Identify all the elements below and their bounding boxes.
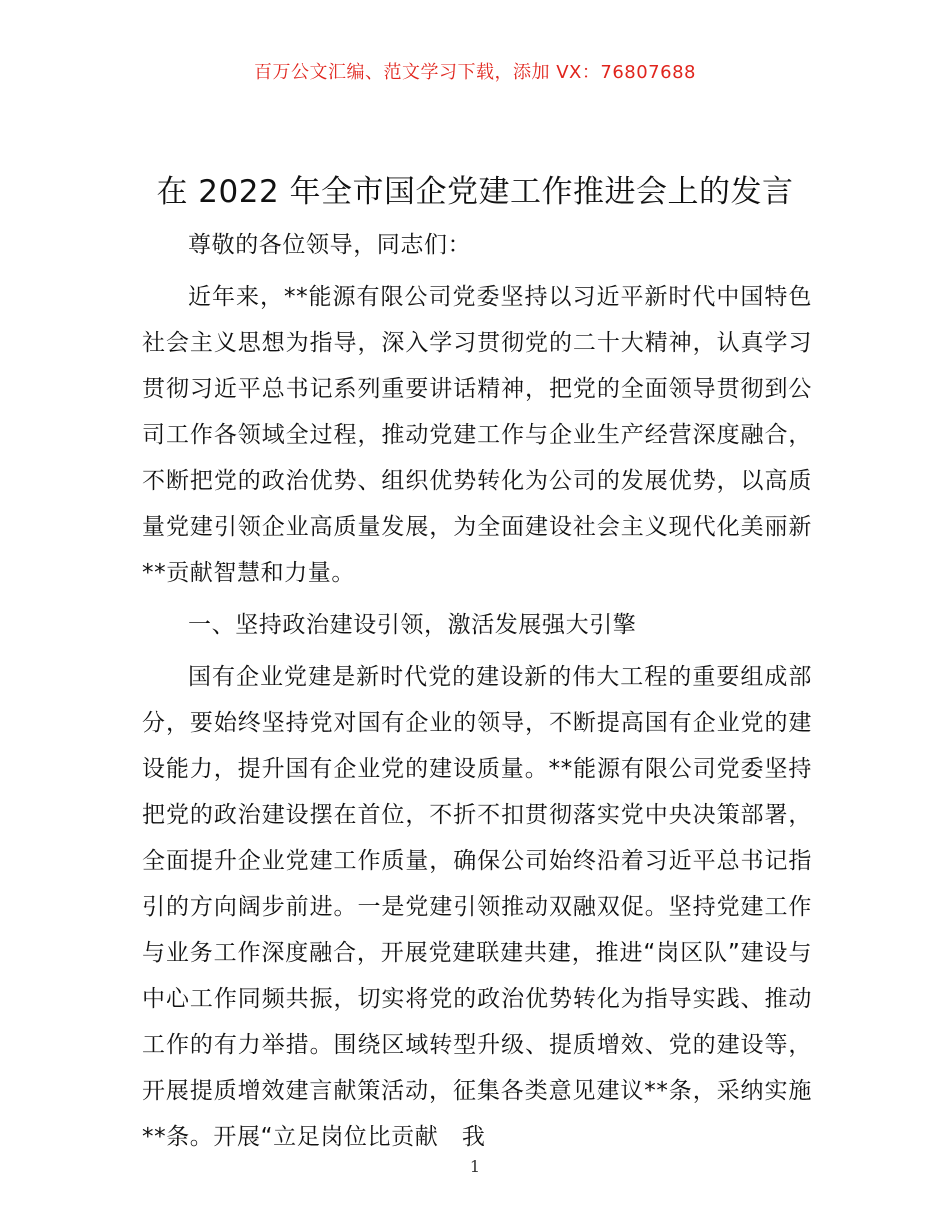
document-title: 在 2022 年全市国企党建工作推进会上的发言 [156,174,794,210]
paragraph-section-1: 国有企业党建是新时代党的建设新的伟大工程的重要组成部分，要始终坚持党对国有企业的领导，不断提高国有企业党的建设能力，提升国有企业党的建设质量。**能源有限公司党委坚持把党的政治建设摆在首位，不折不扣贯彻落实党中央决策部署，全面提升企业党建工作质量，确保公司始终沿着习近平总书记指引的方向阔步前进。一是党建引领推动双融双促。坚持党建工作与业务工作深度融合，开展党建联建共建，推进“岗区队”建设与中心工作同频共振，切实将党的政治优势转化为指导实践、推动工作的有力举措。围绕区域转型升级、提质增效、党的建设等，开展提质增效建言献策活动，征集各类意见建议**条，采纳实施**条。开展“立足岗位比贡献 我 [142,664,812,1150]
paragraph-intro: 近年来，**能源有限公司党委坚持以习近平新时代中国特色社会主义思想为指导，深入学习贯彻党的二十大精神，认真学习贯彻习近平总书记系列重要讲话精神，把党的全面领导贯彻到公司工作各领域全过程，推动党建工作与企业生产经营深度融合，不断把党的政治优势、组织优势转化为公司的发展优势，以高质量党建引领企业高质量发展，为全面建设社会主义现代化美丽新**贡献智慧和力量。 [142,284,812,586]
section-heading: 一、坚持政治建设引领，激活发展强大引擎 [188,612,637,638]
document-body [142,222,812,1160]
salutation: 尊敬的各位领导，同志们： [188,232,472,258]
page-number: 1 [469,1157,481,1176]
header-banner: 百万公文汇编、范文学习下载，添加 VX：76807688 [254,62,696,83]
